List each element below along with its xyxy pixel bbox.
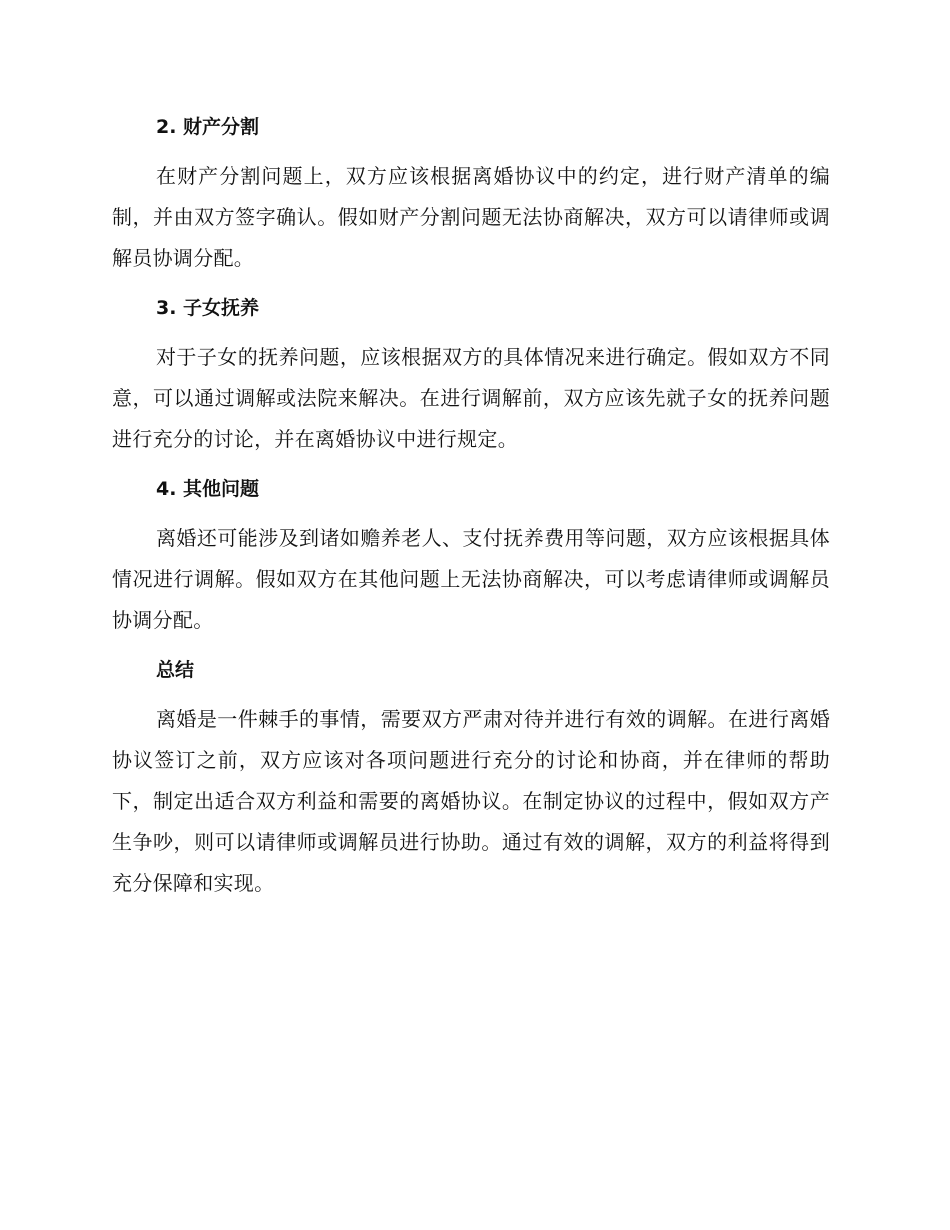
section-paragraph: 对于子女的抚养问题，应该根据双方的具体情况来进行确定。假如双方不同意，可以通过调解或法院来解决。在进行调解前，双方应该先就子女的抚养问题进行充分的讨论，并在离婚协议中进行规定。 bbox=[112, 345, 830, 451]
section-paragraph: 离婚是一件棘手的事情，需要双方严肃对待并进行有效的调解。在进行离婚协议签订之前，双方应该对各项问题进行充分的讨论和协商，并在律师的帮助下，制定出适合双方利益和需要的离婚协议。在制定协议的过程中，假如双方产生争吵，则可以请律师或调解员进行协助。通过有效的调解，双方的利益将得到充分保障和实现。 bbox=[112, 707, 830, 895]
section-child-custody bbox=[112, 291, 830, 460]
document-page bbox=[112, 110, 830, 916]
section-heading: 总结 bbox=[156, 659, 195, 681]
section-heading: 3. 子女抚养 bbox=[156, 297, 260, 319]
section-summary bbox=[112, 653, 830, 904]
section-paragraph: 离婚还可能涉及到诸如赡养老人、支付抚养费用等问题，双方应该根据具体情况进行调解。假如双方在其他问题上无法协商解决，可以考虑请律师或调解员协调分配。 bbox=[112, 526, 830, 632]
section-paragraph: 在财产分割问题上，双方应该根据离婚协议中的约定，进行财产清单的编制，并由双方签字确认。假如财产分割问题无法协商解决，双方可以请律师或调解员协调分配。 bbox=[112, 164, 830, 270]
section-heading: 4. 其他问题 bbox=[156, 478, 260, 500]
section-other-issues bbox=[112, 472, 830, 641]
section-heading: 2. 财产分割 bbox=[156, 116, 260, 138]
section-property-division bbox=[112, 110, 830, 279]
